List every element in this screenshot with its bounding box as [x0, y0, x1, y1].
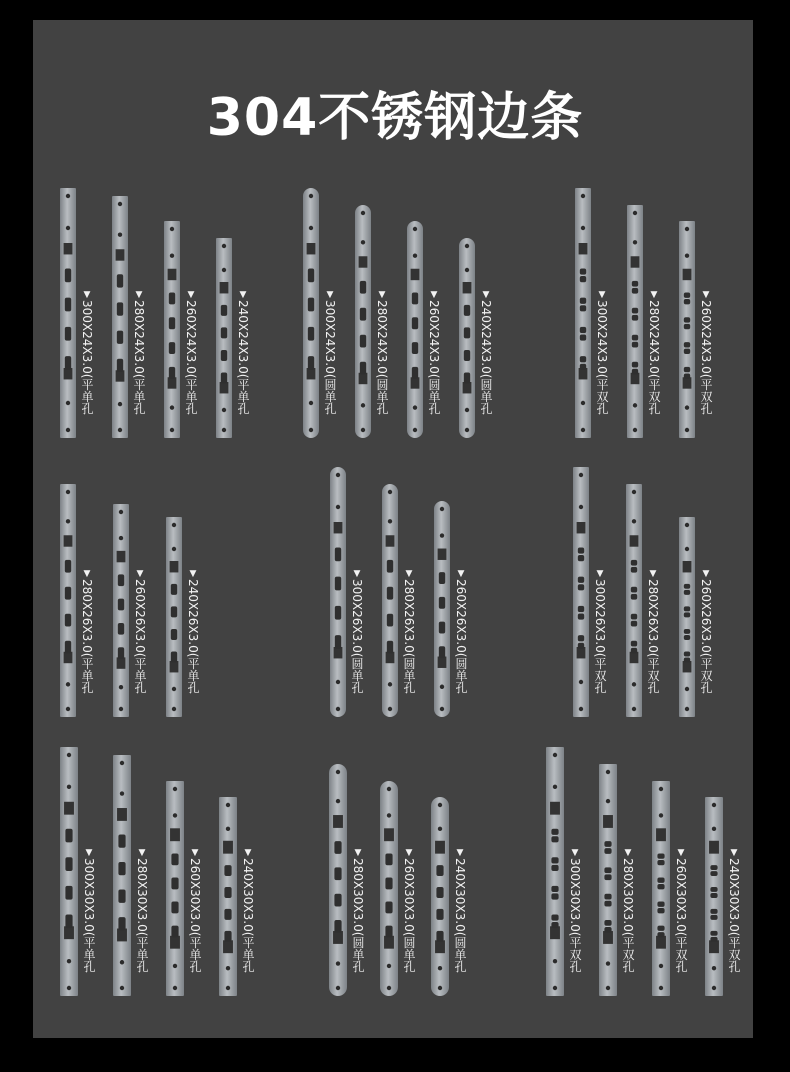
size-label	[402, 848, 416, 972]
size-label	[646, 569, 660, 693]
strike-plate-strip	[599, 764, 617, 996]
triangle-marker-icon: ▼	[595, 569, 605, 579]
strike-plate-strip	[573, 467, 589, 717]
size-label-text: 280X26X3.0(平单孔	[80, 579, 94, 694]
size-label-text: 240X30X3.0(圆单孔	[453, 858, 467, 973]
triangle-marker-icon: ▼	[649, 290, 659, 300]
size-label	[133, 569, 147, 693]
size-label	[699, 569, 713, 693]
size-label	[80, 569, 94, 693]
triangle-marker-icon: ▼	[135, 569, 145, 579]
size-label	[699, 290, 713, 414]
triangle-marker-icon: ▼	[377, 290, 387, 300]
strike-plate-strip	[434, 501, 450, 717]
size-label	[453, 848, 467, 972]
page-title: 304不锈钢边条	[206, 88, 584, 148]
size-label-text: 280X26X3.0(平双孔	[646, 579, 660, 694]
triangle-marker-icon: ▼	[729, 848, 739, 858]
triangle-marker-icon: ▼	[352, 569, 362, 579]
size-label-text: 300X30X3.0(平双孔	[568, 858, 582, 973]
size-label	[135, 848, 149, 972]
strike-plate-strip	[627, 205, 643, 438]
triangle-marker-icon: ▼	[238, 290, 248, 300]
strike-plate-strip	[164, 221, 180, 438]
size-label	[350, 569, 364, 693]
triangle-marker-icon: ▼	[701, 569, 711, 579]
size-label-text: 300X26X3.0(圆单孔	[350, 579, 364, 694]
size-label	[479, 290, 493, 414]
strike-plate-strip	[355, 205, 371, 438]
triangle-marker-icon: ▼	[456, 569, 466, 579]
size-label	[427, 290, 441, 414]
size-label	[188, 848, 202, 972]
strike-plate-strip	[679, 517, 695, 717]
triangle-marker-icon: ▼	[188, 569, 198, 579]
strike-plate-strip	[60, 747, 78, 996]
triangle-marker-icon: ▼	[84, 848, 94, 858]
strike-plate-strip	[219, 797, 237, 996]
size-label	[454, 569, 468, 693]
strike-plate-strip	[166, 517, 182, 717]
strike-plate-strip	[329, 764, 347, 996]
size-label-text: 300X24X3.0(圆单孔	[323, 300, 337, 415]
size-label-text: 240X24X3.0(平单孔	[236, 300, 250, 415]
size-label-text: 240X26X3.0(平单孔	[186, 579, 200, 694]
size-label-text: 280X26X3.0(圆单孔	[402, 579, 416, 694]
size-label	[323, 290, 337, 414]
triangle-marker-icon: ▼	[455, 848, 465, 858]
strike-plate-strip	[431, 797, 449, 996]
strike-plate-strip	[626, 484, 642, 717]
size-label	[727, 848, 741, 972]
strike-plate-strip	[382, 484, 398, 717]
strike-plate-strip	[330, 467, 346, 717]
size-label	[132, 290, 146, 414]
triangle-marker-icon: ▼	[404, 569, 414, 579]
strike-plate-strip	[166, 781, 184, 996]
triangle-marker-icon: ▼	[243, 848, 253, 858]
size-label-text: 300X24X3.0(平单孔	[80, 300, 94, 415]
strike-plate-strip	[705, 797, 723, 996]
triangle-marker-icon: ▼	[623, 848, 633, 858]
size-label-text: 260X24X3.0(圆单孔	[427, 300, 441, 415]
size-label-text: 260X24X3.0(平单孔	[184, 300, 198, 415]
triangle-marker-icon: ▼	[325, 290, 335, 300]
triangle-marker-icon: ▼	[404, 848, 414, 858]
size-label-text: 240X30X3.0(平单孔	[241, 858, 255, 973]
strike-plate-strip	[546, 747, 564, 996]
strike-plate-strip	[652, 781, 670, 996]
size-label-text: 280X30X3.0(圆单孔	[351, 858, 365, 973]
size-label	[647, 290, 661, 414]
strike-plate-strip	[113, 504, 129, 717]
strike-plate-strip	[112, 196, 128, 438]
size-label	[375, 290, 389, 414]
size-label	[621, 848, 635, 972]
triangle-marker-icon: ▼	[82, 569, 92, 579]
size-label-text: 280X30X3.0(平双孔	[621, 858, 635, 973]
strike-plate-strip	[407, 221, 423, 438]
strike-plate-strip	[380, 781, 398, 996]
triangle-marker-icon: ▼	[701, 290, 711, 300]
size-label-text: 260X24X3.0(平双孔	[699, 300, 713, 415]
size-label-text: 260X26X3.0(圆单孔	[454, 579, 468, 694]
strike-plate-strip	[216, 238, 232, 438]
triangle-marker-icon: ▼	[597, 290, 607, 300]
triangle-marker-icon: ▼	[353, 848, 363, 858]
size-label-text: 260X30X3.0(平双孔	[674, 858, 688, 973]
triangle-marker-icon: ▼	[648, 569, 658, 579]
triangle-marker-icon: ▼	[186, 290, 196, 300]
strike-plate-strip	[113, 755, 131, 996]
size-label-text: 280X24X3.0(圆单孔	[375, 300, 389, 415]
size-label-text: 300X30X3.0(平单孔	[82, 858, 96, 973]
size-label-text: 280X30X3.0(平单孔	[135, 858, 149, 973]
triangle-marker-icon: ▼	[137, 848, 147, 858]
size-label-text: 260X26X3.0(平双孔	[699, 579, 713, 694]
strike-plate-strip	[303, 188, 319, 438]
size-label-text: 260X30X3.0(平单孔	[188, 858, 202, 973]
size-label	[184, 290, 198, 414]
strike-plate-strip	[459, 238, 475, 438]
strike-plate-strip	[575, 188, 591, 438]
size-label-text: 300X24X3.0(平双孔	[595, 300, 609, 415]
size-label-text: 240X24X3.0(圆单孔	[479, 300, 493, 415]
size-label	[236, 290, 250, 414]
triangle-marker-icon: ▼	[570, 848, 580, 858]
size-label	[186, 569, 200, 693]
size-label	[80, 290, 94, 414]
size-label-text: 280X24X3.0(平双孔	[647, 300, 661, 415]
size-label-text: 240X30X3.0(平双孔	[727, 858, 741, 973]
size-label	[82, 848, 96, 972]
triangle-marker-icon: ▼	[82, 290, 92, 300]
size-label	[593, 569, 607, 693]
strike-plate-strip	[60, 484, 76, 717]
size-label	[402, 569, 416, 693]
strike-plate-strip	[60, 188, 76, 438]
size-label-text: 260X26X3.0(平单孔	[133, 579, 147, 694]
size-label	[674, 848, 688, 972]
strike-plate-strip	[679, 221, 695, 438]
size-label-text: 300X26X3.0(平双孔	[593, 579, 607, 694]
triangle-marker-icon: ▼	[676, 848, 686, 858]
triangle-marker-icon: ▼	[134, 290, 144, 300]
size-label	[241, 848, 255, 972]
triangle-marker-icon: ▼	[481, 290, 491, 300]
triangle-marker-icon: ▼	[190, 848, 200, 858]
size-label-text: 280X24X3.0(平单孔	[132, 300, 146, 415]
triangle-marker-icon: ▼	[429, 290, 439, 300]
size-label-text: 260X30X3.0(圆单孔	[402, 858, 416, 973]
size-label	[568, 848, 582, 972]
size-label	[595, 290, 609, 414]
size-label	[351, 848, 365, 972]
